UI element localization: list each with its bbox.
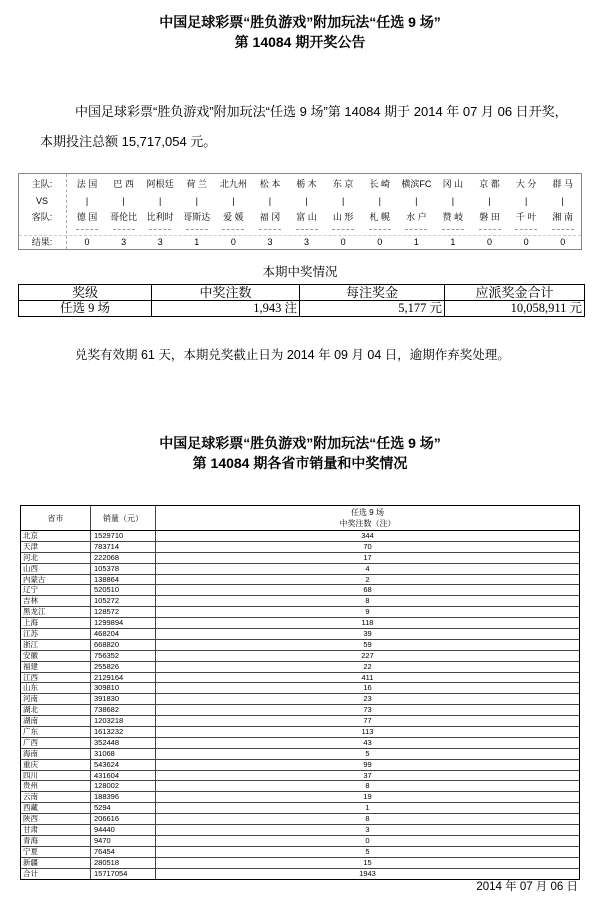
winner-count: 59 (363, 639, 372, 649)
separator-line (442, 229, 464, 230)
province-name: 广西 (21, 738, 91, 748)
home-team-name: 冈 山 (442, 179, 464, 189)
winner-count: 70 (363, 541, 372, 551)
sales-amount: 520510 (91, 585, 156, 595)
winner-count: 5 (365, 846, 370, 856)
table-row (21, 651, 579, 662)
table-row (21, 727, 579, 738)
vs-mark: | (159, 196, 162, 206)
home-team-name: 松 本 (259, 179, 281, 189)
province-name: 天津 (21, 542, 91, 552)
away-team-name: 磐 田 (479, 212, 500, 222)
province-section-title: 中国足球彩票“胜负游戏”附加玩法“任选 9 场” (159, 435, 441, 451)
vs-mark: | (415, 196, 418, 206)
table-row (21, 640, 579, 651)
table-row (21, 673, 579, 684)
sales-amount: 188396 (91, 792, 156, 802)
vs-mark: | (85, 196, 89, 206)
province-name: 吉林 (21, 596, 91, 606)
vs-mark: | (524, 196, 528, 206)
sales-amount: 2129164 (91, 673, 156, 683)
total-row (21, 869, 579, 880)
table-row (21, 662, 579, 673)
header-province: 省市 (21, 506, 91, 530)
home-team-name: 法 国 (76, 179, 98, 189)
home-teams-row (69, 178, 581, 190)
vs-mark: | (451, 196, 455, 206)
separator-cell (325, 223, 362, 235)
home-team-name: 北九州 (219, 179, 247, 189)
province-name: 江西 (21, 673, 91, 683)
table-row (21, 858, 579, 869)
winner-count: 15 (363, 857, 372, 867)
sales-amount: 1529710 (91, 531, 156, 541)
away-team-name: 哥斯达 (183, 212, 211, 222)
table-row (21, 836, 579, 847)
away-team-name: 富 山 (296, 212, 317, 222)
vs-mark: | (561, 196, 564, 206)
separator-line (186, 229, 208, 230)
province-table (20, 505, 580, 880)
winner-count: 23 (363, 694, 372, 704)
result-value: 3 (304, 237, 310, 247)
result-value: 3 (121, 237, 127, 247)
winner-count: 0 (365, 835, 370, 845)
header-game-name: 任选 9 场 (351, 508, 384, 517)
table-row (21, 607, 579, 618)
home-team-name: 群 马 (552, 179, 573, 189)
away-team-name: 哥伦比 (110, 212, 138, 222)
winner-count: 3 (365, 825, 370, 835)
table-row (21, 542, 579, 553)
separator-line (113, 229, 135, 230)
sales-amount: 105272 (91, 596, 156, 606)
table-row (21, 553, 579, 564)
winner-count: 4 (365, 563, 370, 573)
result-value: 0 (340, 237, 346, 247)
separator-cell (361, 223, 398, 235)
province-name: 重庆 (21, 760, 91, 770)
total-sales: 15717054 (91, 869, 156, 879)
prize-section-title: 本期中奖情况 (262, 265, 338, 279)
home-label: 主队: (31, 179, 53, 189)
total-label: 合计 (21, 869, 91, 879)
table-row (21, 814, 579, 825)
vs-mark: | (195, 196, 198, 206)
home-team-name: 大 分 (515, 179, 537, 189)
province-name: 贵州 (21, 781, 91, 791)
separator-cell (215, 223, 252, 235)
province-name: 甘肃 (21, 825, 91, 835)
sales-amount: 94440 (91, 825, 156, 835)
winner-count: 77 (363, 716, 372, 726)
province-name: 湖北 (21, 705, 91, 715)
winner-count: 9 (365, 607, 370, 617)
result-label: 结果: (31, 237, 53, 247)
vs-mark: | (488, 196, 491, 206)
result-value: 3 (157, 237, 163, 247)
separator-cell (69, 223, 106, 235)
away-team-name: 千 叶 (515, 212, 537, 222)
separator-line (149, 229, 171, 230)
result-value: 1 (450, 237, 456, 247)
province-name: 安徽 (21, 651, 91, 661)
home-team-name: 东 京 (332, 179, 354, 189)
label-divider (66, 174, 67, 249)
sales-amount: 5294 (91, 803, 156, 813)
away-team-name: 爱 媛 (223, 212, 244, 222)
separator-line (259, 229, 281, 230)
province-name: 湖南 (21, 716, 91, 726)
prize-table (18, 284, 585, 317)
table-row (21, 585, 579, 596)
winner-count: 68 (363, 585, 372, 595)
sales-amount: 543624 (91, 760, 156, 770)
sales-amount: 1203218 (91, 716, 156, 726)
province-name: 西藏 (21, 803, 91, 813)
table-row (21, 683, 579, 694)
separator-cell (288, 223, 325, 235)
separator-line (296, 229, 318, 230)
separator-cell (142, 223, 179, 235)
province-name: 山东 (21, 683, 91, 693)
table-row (21, 596, 579, 607)
sales-amount: 206616 (91, 814, 156, 824)
sales-amount: 391830 (91, 694, 156, 704)
prize-header-count: 中奖注数 (152, 285, 300, 301)
prize-header-amount: 每注奖金 (300, 285, 445, 301)
away-team-name: 水 户 (406, 212, 427, 222)
header-sales: 销量（元） (91, 506, 156, 530)
total-winners: 1943 (359, 868, 376, 878)
separator-cell (471, 223, 508, 235)
separator-cell (178, 223, 215, 235)
result-value: 1 (194, 237, 200, 247)
winner-count: 19 (363, 792, 372, 802)
table-row (21, 825, 579, 836)
away-team-name: 湘 南 (552, 212, 573, 222)
winner-count: 113 (361, 727, 374, 737)
winner-count: 5 (365, 748, 370, 758)
province-name: 青海 (21, 836, 91, 846)
prize-amount: 5,177 元 (300, 301, 445, 317)
sales-amount: 1299894 (91, 618, 156, 628)
province-section-subtitle: 第 14084 期各省市销量和中奖情况 (192, 455, 408, 471)
winner-count: 2 (365, 574, 370, 584)
winner-count: 99 (363, 759, 372, 769)
result-value: 0 (560, 237, 566, 247)
separator-line (405, 229, 427, 230)
table-row (21, 847, 579, 858)
separator-row (69, 223, 581, 235)
table-header-row (21, 506, 579, 531)
vs-label: VS (35, 196, 48, 206)
winner-count: 73 (363, 705, 372, 715)
home-team-name: 栃 木 (296, 179, 317, 189)
away-team-name: 德 国 (76, 212, 98, 222)
winner-count: 22 (363, 661, 372, 671)
vs-mark: | (232, 196, 235, 206)
sales-amount: 222068 (91, 553, 156, 563)
table-row (21, 760, 579, 771)
winner-count: 17 (363, 552, 372, 562)
province-name: 陕西 (21, 814, 91, 824)
prize-level: 任选 9 场 (19, 301, 152, 317)
separator-line (552, 229, 574, 230)
away-team-name: 札 幌 (369, 212, 390, 222)
province-name: 辽宁 (21, 585, 91, 595)
away-team-name: 福 冈 (259, 212, 281, 222)
winner-count: 8 (365, 596, 370, 606)
table-row (21, 564, 579, 575)
province-name: 四川 (21, 771, 91, 781)
away-team-name: 山 形 (332, 212, 354, 222)
match-table (18, 173, 582, 250)
winner-count: 16 (363, 683, 372, 693)
table-row (21, 803, 579, 814)
home-team-name: 京 都 (479, 179, 500, 189)
winner-count: 118 (361, 618, 374, 628)
province-name: 广东 (21, 727, 91, 737)
separator-line (479, 229, 501, 230)
winner-count: 227 (361, 650, 374, 660)
home-team-name: 阿根廷 (146, 179, 174, 189)
separator-line (332, 229, 354, 230)
table-row (21, 749, 579, 760)
prize-header-total: 应派奖金合计 (445, 285, 585, 301)
header-winner-count: 中奖注数（注） (339, 519, 396, 528)
separator-cell (105, 223, 142, 235)
winner-count: 39 (363, 629, 372, 639)
announcement-title: 中国足球彩票“胜负游戏”附加玩法“任选 9 场” (159, 14, 441, 30)
redemption-notice: 兑奖有效期 61 天，本期兑奖截止日为 2014 年 09 月 04 日，逾期作弃奖处理。 (75, 348, 510, 362)
away-team-name: 赞 岐 (442, 212, 464, 222)
announcement-subtitle: 第 14084 期开奖公告 (234, 34, 366, 50)
table-row (21, 738, 579, 749)
province-name: 海南 (21, 749, 91, 759)
province-name: 北京 (21, 531, 91, 541)
province-name: 宁夏 (21, 847, 91, 857)
vs-marks-row (69, 195, 581, 207)
province-name: 上海 (21, 618, 91, 628)
sales-amount: 468204 (91, 629, 156, 639)
home-team-name: 巴 西 (113, 179, 134, 189)
away-team-name: 比利时 (146, 212, 174, 222)
separator-cell (544, 223, 581, 235)
table-row (21, 705, 579, 716)
sales-amount: 783714 (91, 542, 156, 552)
table-row (21, 792, 579, 803)
intro-line-2: 本期投注总额 15,717,054 元。 (40, 134, 217, 149)
home-team-name: 长 崎 (369, 179, 390, 189)
header-winners (156, 506, 579, 530)
vs-mark: | (122, 196, 125, 206)
province-name: 云南 (21, 792, 91, 802)
province-table-body (21, 531, 579, 869)
winner-count: 344 (361, 531, 374, 540)
vs-mark: | (268, 196, 272, 206)
separator-cell (435, 223, 472, 235)
province-name: 江苏 (21, 629, 91, 639)
sales-amount: 280518 (91, 858, 156, 868)
province-name: 新疆 (21, 858, 91, 868)
separator-cell (398, 223, 435, 235)
province-name: 河南 (21, 694, 91, 704)
intro-line-1: 中国足球彩票“胜负游戏”附加玩法“任选 9 场”第 14084 期于 2014 年 07 月 06 日开奖， (75, 104, 568, 119)
result-value: 0 (377, 237, 383, 247)
winner-count: 8 (365, 814, 370, 824)
separator-cell (252, 223, 289, 235)
separator-cell (508, 223, 545, 235)
sales-amount: 1613232 (91, 727, 156, 737)
sales-amount: 738682 (91, 705, 156, 715)
result-value: 1 (413, 237, 419, 247)
vs-mark: | (305, 196, 308, 206)
results-row (69, 236, 581, 248)
sales-amount: 128002 (91, 781, 156, 791)
table-row (21, 629, 579, 640)
province-name: 内蒙古 (21, 575, 91, 585)
sales-amount: 128572 (91, 607, 156, 617)
sales-amount: 756352 (91, 651, 156, 661)
winner-count: 1 (365, 803, 370, 813)
result-value: 0 (523, 237, 529, 247)
prize-header-level: 奖级 (19, 285, 152, 301)
sales-amount: 255826 (91, 662, 156, 672)
result-value: 0 (84, 237, 90, 247)
winner-count: 411 (361, 672, 374, 682)
table-row (21, 781, 579, 792)
vs-mark: | (341, 196, 345, 206)
sales-amount: 31068 (91, 749, 156, 759)
table-row (21, 771, 579, 782)
sales-amount: 431604 (91, 771, 156, 781)
result-value: 3 (267, 237, 273, 247)
publish-date: 2014 年 07 月 06 日 (476, 881, 578, 893)
sales-amount: 138864 (91, 575, 156, 585)
separator-line (76, 229, 98, 230)
winner-count: 8 (365, 781, 370, 791)
result-value: 0 (230, 237, 236, 247)
separator-line (369, 229, 391, 230)
home-team-name: 荷 兰 (186, 179, 208, 189)
table-row (21, 531, 579, 542)
table-row (21, 716, 579, 727)
province-name: 河北 (21, 553, 91, 563)
home-team-name: 横滨FC (401, 179, 432, 189)
vs-mark: | (378, 196, 381, 206)
result-value: 0 (487, 237, 493, 247)
table-row (21, 618, 579, 629)
away-teams-row (69, 211, 581, 223)
sales-amount: 105378 (91, 564, 156, 574)
province-name: 山西 (21, 564, 91, 574)
separator-line (222, 229, 244, 230)
winner-count: 37 (363, 770, 372, 780)
separator-line (515, 229, 537, 230)
sales-amount: 76454 (91, 847, 156, 857)
winner-count: 43 (363, 737, 372, 747)
sales-amount: 309810 (91, 683, 156, 693)
province-name: 福建 (21, 662, 91, 672)
sales-amount: 352448 (91, 738, 156, 748)
sales-amount: 9470 (91, 836, 156, 846)
table-row (21, 575, 579, 586)
province-name: 浙江 (21, 640, 91, 650)
prize-count: 1,943 注 (152, 301, 300, 317)
sales-amount: 668820 (91, 640, 156, 650)
away-label: 客队: (31, 212, 53, 222)
prize-total: 10,058,911 元 (445, 301, 585, 317)
table-row (21, 694, 579, 705)
province-name: 黑龙江 (21, 607, 91, 617)
